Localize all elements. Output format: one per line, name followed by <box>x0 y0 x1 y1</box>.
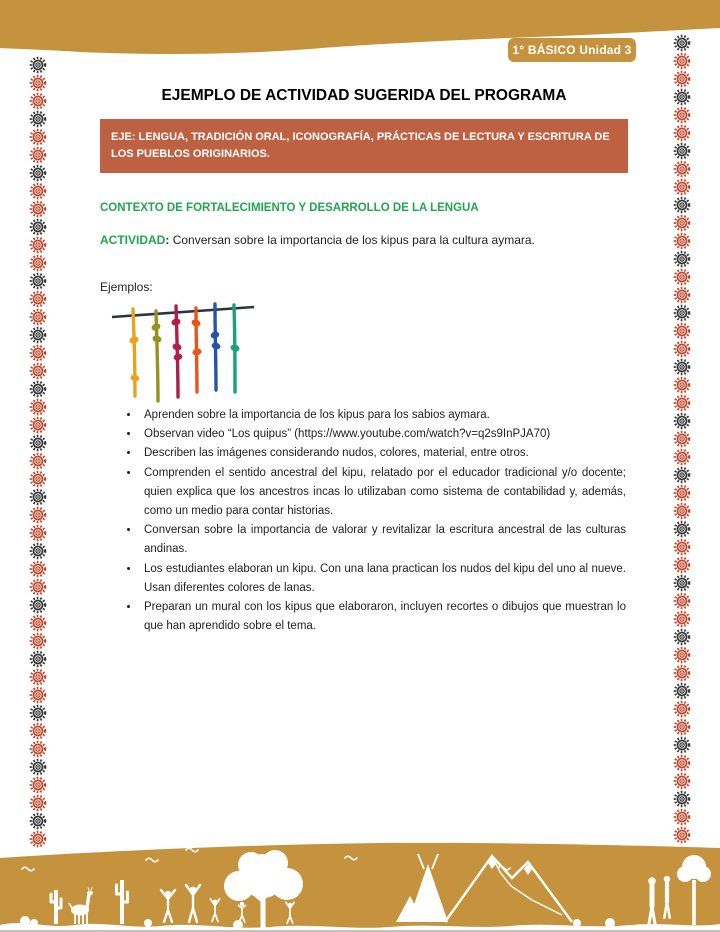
gear-medallion-icon <box>31 688 45 702</box>
gear-medallion-icon <box>675 774 689 788</box>
gear-medallion-icon <box>31 814 45 828</box>
gear-medallion-icon <box>675 108 689 122</box>
gear-medallion-icon <box>675 468 689 482</box>
ornament-chain-left <box>29 56 47 848</box>
gear-medallion-icon <box>31 598 45 612</box>
activity-line <box>100 233 628 247</box>
activity-bullet: • Observan video “Los quipus” (https://www.youtube.com/watch?v=q2s9InPJA70) <box>140 425 626 444</box>
activity-bullet: • Los estudiantes elaboran un kipu. Con una lana practican los nudos del kipu del uno al nueve. Usan diferentes colores de lanas. <box>140 560 626 598</box>
eje-banner: EJE: LENGUA, TRADICIÓN ORAL, ICONOGRAFÍA, PRÁCTICAS DE LECTURA Y ESCRITURA DE LOS PUEBLOS ORIGINARIOS. <box>100 119 628 173</box>
gear-medallion-icon <box>675 288 689 302</box>
quipu-illustration <box>108 298 258 408</box>
gear-medallion-icon <box>31 472 45 486</box>
gear-medallion-icon <box>675 324 689 338</box>
gear-medallion-icon <box>675 36 689 50</box>
gear-medallion-icon <box>31 292 45 306</box>
gear-medallion-icon <box>31 256 45 270</box>
gear-medallion-icon <box>31 634 45 648</box>
gear-medallion-icon <box>31 724 45 738</box>
activity-bullet-list <box>104 406 626 636</box>
gear-medallion-icon <box>675 270 689 284</box>
activity-bullet: • Conversan sobre la importancia de valorar y revitalizar la escritura ancestral de las culturas andinas. <box>140 521 626 559</box>
gear-medallion-icon <box>31 436 45 450</box>
gear-medallion-icon <box>31 490 45 504</box>
gear-medallion-icon <box>31 58 45 72</box>
gear-medallion-icon <box>675 720 689 734</box>
gear-medallion-icon <box>675 648 689 662</box>
ornament-chain-right <box>673 34 691 844</box>
gear-medallion-icon <box>31 130 45 144</box>
gear-medallion-icon <box>31 274 45 288</box>
gear-medallion-icon <box>675 612 689 626</box>
gear-medallion-icon <box>675 684 689 698</box>
gear-medallion-icon <box>675 144 689 158</box>
gear-medallion-icon <box>675 378 689 392</box>
gear-medallion-icon <box>675 360 689 374</box>
gear-medallion-icon <box>675 198 689 212</box>
gear-medallion-icon <box>675 702 689 716</box>
gear-medallion-icon <box>675 666 689 680</box>
gear-medallion-icon <box>675 162 689 176</box>
unit-badge: 1° BÁSICO Unidad 3 <box>508 38 636 62</box>
activity-colon: : <box>165 233 170 247</box>
gear-medallion-icon <box>31 346 45 360</box>
examples-label: Ejemplos: <box>100 280 153 294</box>
gear-medallion-icon <box>31 94 45 108</box>
gear-medallion-icon <box>675 342 689 356</box>
quipu-strings <box>129 304 241 401</box>
gear-medallion-icon <box>31 382 45 396</box>
gear-medallion-icon <box>31 526 45 540</box>
activity-bullet: • Preparan un mural con los kipus que elaboraron, incluyen recortes o dibujos que muestran lo que han aprendido sobre el tema. <box>140 598 626 636</box>
gear-medallion-icon <box>31 760 45 774</box>
gear-medallion-icon <box>31 580 45 594</box>
gear-medallion-icon <box>675 432 689 446</box>
gear-medallion-icon <box>675 450 689 464</box>
gear-medallion-icon <box>675 756 689 770</box>
gear-medallion-icon <box>31 670 45 684</box>
gear-medallion-icon <box>31 454 45 468</box>
gear-medallion-icon <box>31 616 45 630</box>
gear-medallion-icon <box>31 796 45 810</box>
gear-medallion-icon <box>675 792 689 806</box>
footer-landscape-illustration <box>0 842 720 932</box>
gear-medallion-icon <box>31 562 45 576</box>
gear-medallion-icon <box>31 652 45 666</box>
activity-bullet: • Aprenden sobre la importancia de los kipus para los sabios aymara. <box>140 406 626 425</box>
gear-medallion-icon <box>31 364 45 378</box>
gear-medallion-icon <box>675 504 689 518</box>
context-heading: CONTEXTO DE FORTALECIMIENTO Y DESARROLLO DE LA LENGUA <box>100 202 479 214</box>
gear-medallion-icon <box>31 508 45 522</box>
gear-medallion-icon <box>675 396 689 410</box>
gear-medallion-icon <box>675 594 689 608</box>
gear-medallion-icon <box>31 544 45 558</box>
gear-medallion-icon <box>675 630 689 644</box>
gear-medallion-icon <box>31 202 45 216</box>
gear-medallion-icon <box>31 328 45 342</box>
gear-medallion-icon <box>31 148 45 162</box>
gear-medallion-icon <box>31 184 45 198</box>
gear-medallion-icon <box>675 576 689 590</box>
gear-medallion-icon <box>675 54 689 68</box>
page-title: EJEMPLO DE ACTIVIDAD SUGERIDA DEL PROGRAMA <box>161 87 567 104</box>
gear-medallion-icon <box>31 112 45 126</box>
gear-medallion-icon <box>675 486 689 500</box>
gear-medallion-icon <box>31 238 45 252</box>
gear-medallion-icon <box>675 558 689 572</box>
gear-medallion-icon <box>675 810 689 824</box>
activity-label: ACTIVIDAD <box>100 233 166 247</box>
gear-medallion-icon <box>675 414 689 428</box>
gear-medallion-icon <box>31 310 45 324</box>
activity-bullet: • Describen las imágenes considerando nudos, colores, material, entre otros. <box>140 444 626 463</box>
gear-medallion-icon <box>31 400 45 414</box>
activity-bullet: • Comprenden el sentido ancestral del kipu, relatado por el educador tradicional y/o docente; quien explica que los ancestros incas lo utilizaban como sistema de contabilidad y, además, como un medio para contar historias. <box>140 464 626 522</box>
gear-medallion-icon <box>675 234 689 248</box>
gear-medallion-icon <box>675 126 689 140</box>
gear-medallion-icon <box>31 76 45 90</box>
gear-medallion-icon <box>675 306 689 320</box>
gear-medallion-icon <box>31 166 45 180</box>
gear-medallion-icon <box>31 220 45 234</box>
gear-medallion-icon <box>31 418 45 432</box>
gear-medallion-icon <box>675 216 689 230</box>
activity-text: Conversan sobre la importancia de los kipus para la cultura aymara. <box>172 233 535 247</box>
gear-medallion-icon <box>675 90 689 104</box>
gear-medallion-icon <box>675 738 689 752</box>
gear-medallion-icon <box>675 828 689 842</box>
gear-medallion-icon <box>675 540 689 554</box>
gear-medallion-icon <box>675 72 689 86</box>
gear-medallion-icon <box>675 522 689 536</box>
gear-medallion-icon <box>675 180 689 194</box>
gear-medallion-icon <box>31 778 45 792</box>
gear-medallion-icon <box>675 252 689 266</box>
gear-medallion-icon <box>31 742 45 756</box>
gear-medallion-icon <box>31 706 45 720</box>
